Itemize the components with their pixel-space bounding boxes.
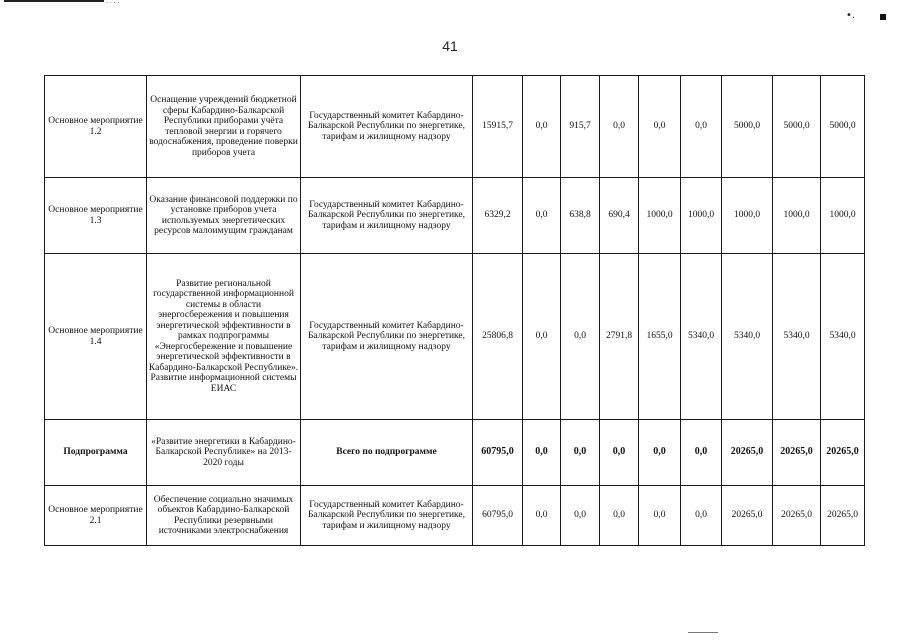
value-cell: 915,7 (561, 76, 600, 178)
value-cell: 5340,0 (821, 254, 865, 420)
row-executor: Государственный комитет Кабардино-Балкарской Республики по энергетике, тарифам и жилищному надзору (301, 76, 473, 178)
value-cell: 1655,0 (639, 254, 681, 420)
row-type: Основное мероприятие 1.2 (45, 76, 147, 178)
value-cell: 0,0 (561, 420, 600, 486)
row-executor: Государственный комитет Кабардино-Балкарской Республики по энергетике, тарифам и жилищному надзору (301, 486, 473, 546)
page-number: 41 (442, 38, 458, 54)
value-cell: 0,0 (561, 486, 600, 546)
value-cell: 20265,0 (722, 486, 773, 546)
value-cell: 1000,0 (639, 178, 681, 254)
row-executor: Всего по подпрограмме (301, 420, 473, 486)
value-cell: 0,0 (639, 420, 681, 486)
program-table (44, 75, 865, 546)
value-cell: 5340,0 (681, 254, 722, 420)
row-name: Обеспечение социально значимых объектов Кабардино-Балкарской Республики резервными источниками электроснабжения (147, 486, 301, 546)
table-row (45, 76, 865, 178)
value-cell: 0,0 (600, 486, 639, 546)
value-cell: 20265,0 (773, 420, 821, 486)
row-type: Подпрограмма (45, 420, 147, 486)
value-cell: 20265,0 (773, 486, 821, 546)
corner-square (880, 14, 886, 20)
row-name: Оказание финансовой поддержки по установке приборов учета используемых энергетических ресурсов малоимущим гражданам (147, 178, 301, 254)
value-cell: 0,0 (681, 76, 722, 178)
value-cell: 5000,0 (722, 76, 773, 178)
row-executor: Государственный комитет Кабардино-Балкарской Республики по энергетике, тарифам и жилищному надзору (301, 254, 473, 420)
row-executor: Государственный комитет Кабардино-Балкарской Республики по энергетике, тарифам и жилищному надзору (301, 178, 473, 254)
value-total: 25806,8 (473, 254, 523, 420)
value-cell: 1000,0 (773, 178, 821, 254)
value-cell: 0,0 (523, 420, 561, 486)
value-total: 60795,0 (473, 420, 523, 486)
value-cell: 0,0 (639, 76, 681, 178)
value-cell: 0,0 (561, 254, 600, 420)
row-type: Основное мероприятие 1.3 (45, 178, 147, 254)
value-cell: 0,0 (600, 76, 639, 178)
value-cell: 20265,0 (722, 420, 773, 486)
value-cell: 5000,0 (821, 76, 865, 178)
value-cell: 0,0 (523, 254, 561, 420)
table-row (45, 178, 865, 254)
value-cell: 20265,0 (821, 486, 865, 546)
value-total: 60795,0 (473, 486, 523, 546)
table-row (45, 254, 865, 420)
value-cell: 690,4 (600, 178, 639, 254)
row-name: Развитие региональной государственной информационной системы в области энергосбережения и повышения энергетической эффективности в рамках подпрограммы «Энергосбережение и повышение энергетической эффективности в Кабардино-Балкарской Республике». Развитие информационной системы ЕИАС (147, 254, 301, 420)
value-total: 15915,7 (473, 76, 523, 178)
row-name: «Развитие энергетики в Кабардино-Балкарской Республике» на 2013-2020 годы (147, 420, 301, 486)
value-cell: 5340,0 (773, 254, 821, 420)
row-type: Основное мероприятие 2.1 (45, 486, 147, 546)
value-cell: 0,0 (600, 420, 639, 486)
value-cell: 5340,0 (722, 254, 773, 420)
value-cell: 1000,0 (681, 178, 722, 254)
value-cell: 0,0 (523, 178, 561, 254)
value-cell: 1000,0 (821, 178, 865, 254)
corner-mark: •. (846, 10, 856, 21)
row-name: Оснащение учреждений бюджетной сферы Кабардино-Балкарской Республики приборами учёта тепловой энергии и горячего водоснабжения, проведение поверки приборов учета (147, 76, 301, 178)
value-cell: 0,0 (523, 486, 561, 546)
value-cell: 1000,0 (722, 178, 773, 254)
value-cell: 0,0 (681, 420, 722, 486)
bottom-mark (688, 632, 718, 633)
table-row (45, 420, 865, 486)
value-total: 6329,2 (473, 178, 523, 254)
value-cell: 638,8 (561, 178, 600, 254)
table-row (45, 486, 865, 546)
value-cell: 0,0 (639, 486, 681, 546)
row-type: Основное мероприятие 1.4 (45, 254, 147, 420)
value-cell: 0,0 (681, 486, 722, 546)
top-dots: . . . . (106, 0, 120, 5)
value-cell: 0,0 (523, 76, 561, 178)
value-cell: 5000,0 (773, 76, 821, 178)
value-cell: 20265,0 (821, 420, 865, 486)
value-cell: 2791,8 (600, 254, 639, 420)
top-rule (4, 0, 104, 2)
